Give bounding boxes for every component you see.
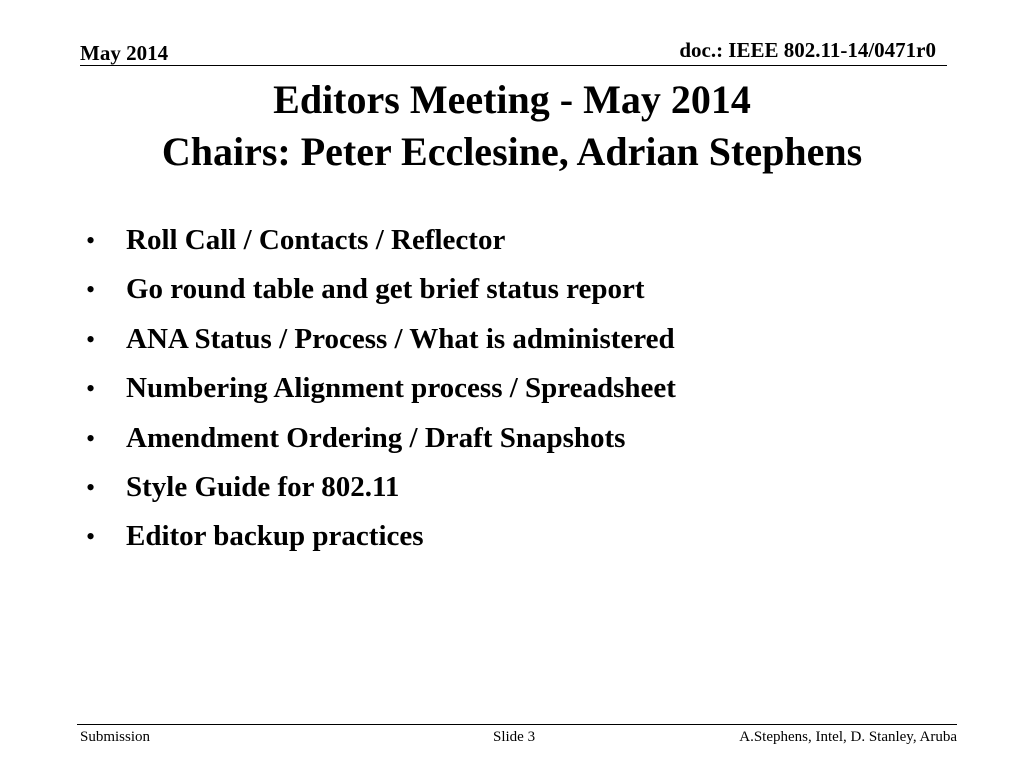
header-divider <box>80 65 947 66</box>
bullet-icon: • <box>86 472 96 502</box>
agenda-item <box>0 265 1024 314</box>
agenda-item-text: Go round table and get brief status report <box>126 273 645 306</box>
footer-submission-label: Submission <box>80 729 151 745</box>
agenda-list <box>0 216 1024 562</box>
agenda-item-text: Editor backup practices <box>126 520 424 553</box>
bullet-icon: • <box>86 522 96 552</box>
agenda-item-text: ANA Status / Process / What is administered <box>126 322 675 355</box>
agenda-item-text: Style Guide for 802.11 <box>126 470 400 503</box>
slide-title-line-2: Chairs: Peter Ecclesine, Adrian Stephens <box>161 129 863 174</box>
agenda-item <box>0 512 1024 561</box>
agenda-item <box>0 216 1024 265</box>
bullet-icon: • <box>86 226 96 255</box>
agenda-item-text: Amendment Ordering / Draft Snapshots <box>126 421 626 454</box>
agenda-item <box>0 364 1024 413</box>
agenda-item <box>0 463 1024 512</box>
agenda-item-text: Roll Call / Contacts / Reflector <box>126 224 506 256</box>
slide-title <box>0 74 1024 178</box>
bullet-icon: • <box>86 374 96 404</box>
agenda-item <box>0 414 1024 463</box>
bullet-icon: • <box>86 275 96 305</box>
header-date: May 2014 <box>80 41 169 65</box>
footer-slide-number: Slide 3 <box>493 729 536 745</box>
header-document-id: doc.: IEEE 802.11-14/0471r0 <box>679 38 936 62</box>
footer-divider <box>77 724 957 725</box>
slide-title-line-1: Editors Meeting - May 2014 <box>273 77 751 122</box>
agenda-item <box>0 315 1024 364</box>
bullet-icon: • <box>86 423 96 453</box>
bullet-icon: • <box>86 324 96 354</box>
footer-authors: A.Stephens, Intel, D. Stanley, Aruba <box>739 729 957 745</box>
agenda-item-text: Numbering Alignment process / Spreadsheet <box>126 372 676 405</box>
